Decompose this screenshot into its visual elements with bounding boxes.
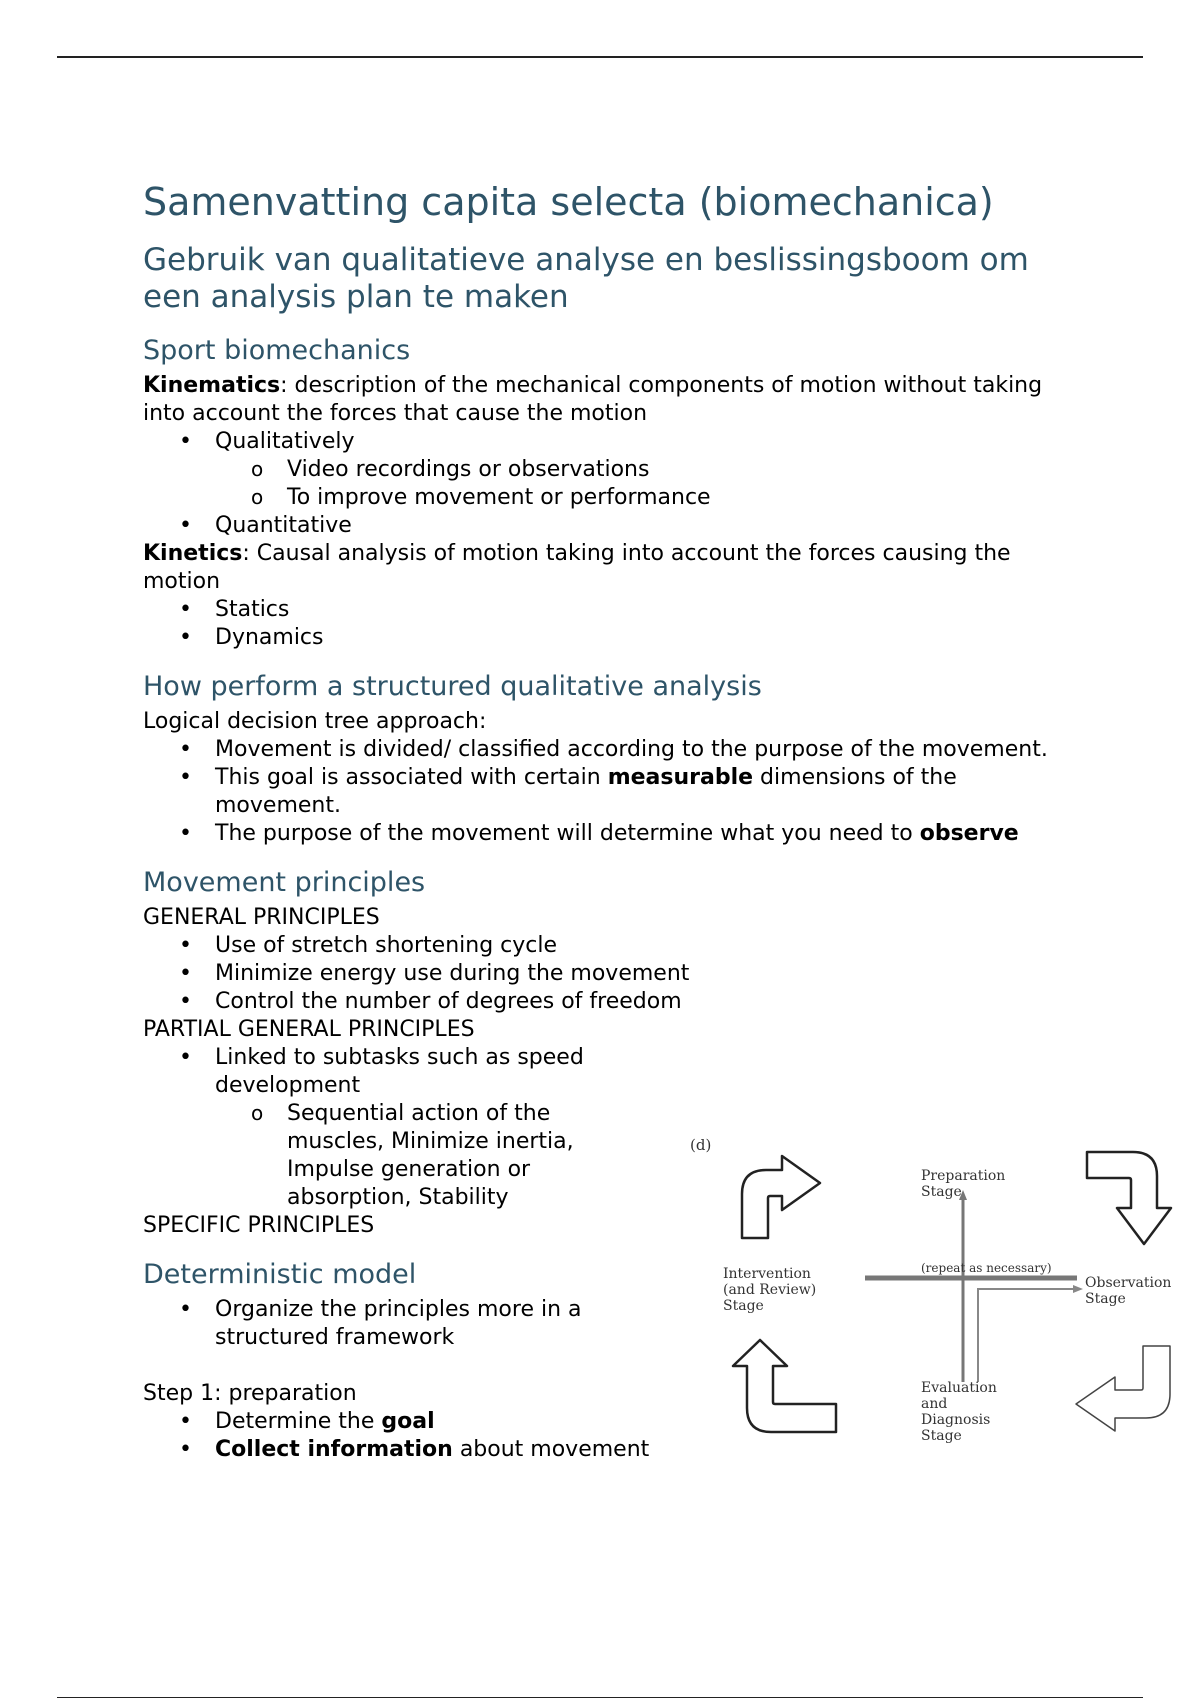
- repeat-label: (repeat as necessary): [921, 1261, 1052, 1275]
- kinetics-text: : Causal analysis of motion taking into account the forces causing the motion: [143, 541, 1011, 594]
- cycle-arrow-bottom-right: [1076, 1346, 1170, 1431]
- kinematics-term: Kinematics: [143, 373, 281, 398]
- intervention-label-line1: Intervention: [723, 1266, 811, 1282]
- text-fragment: Determine the: [215, 1409, 382, 1434]
- list-item: • Organize the principles more in a structured framework: [143, 1296, 648, 1352]
- specific-principles-label: SPECIFIC PRINCIPLES: [143, 1213, 375, 1238]
- list-item: [143, 764, 1063, 820]
- evaluation-label-line4: Stage: [921, 1428, 962, 1444]
- cycle-arrow-top-left: [742, 1156, 820, 1238]
- list-item: • Dynamics: [143, 624, 1063, 652]
- list-item: • Minimize energy use during the movement: [143, 960, 1063, 988]
- heading-sport-biomechanics: Sport biomechanics: [143, 335, 411, 366]
- evaluation-to-observation-path: [978, 1289, 1075, 1382]
- list-item: [143, 1044, 648, 1212]
- heading-structured-analysis: How perform a structured qualitative analysis: [143, 671, 762, 702]
- document-subtitle: Gebruik van qualitatieve analyse en beslissingsboom om een analysis plan te maken: [143, 242, 1029, 315]
- list-item: • Movement is divided/ classified according to the purpose of the movement.: [143, 736, 1063, 764]
- bold-fragment: goal: [381, 1409, 435, 1434]
- panel-label: (d): [690, 1136, 712, 1154]
- text-fragment: dimensions of the movement.: [215, 765, 957, 818]
- list-item: • Quantitative: [143, 512, 1063, 540]
- heading-movement-principles: Movement principles: [143, 867, 426, 898]
- list-item: • Control the number of degrees of freedom: [143, 988, 1063, 1016]
- list-item: [143, 428, 1063, 512]
- text-fragment: about movement: [452, 1437, 650, 1462]
- footer-rule: [57, 1697, 1143, 1698]
- list-item: o Sequential action of the muscles, Minimize inertia, Impulse generation or absorption, Stability: [143, 1100, 648, 1212]
- evaluation-label-line2: and: [921, 1396, 948, 1412]
- intervention-label-line2: (and Review): [723, 1282, 817, 1298]
- evaluation-label-line3: Diagnosis: [921, 1412, 991, 1428]
- partial-principles-label: PARTIAL GENERAL PRINCIPLES: [143, 1017, 475, 1042]
- list-item: [143, 820, 1063, 848]
- kinetics-list: [143, 596, 1063, 652]
- arrowhead-right: [1073, 1285, 1083, 1293]
- heading-deterministic-model: Deterministic model: [143, 1259, 417, 1290]
- list-item: o To improve movement or performance: [143, 484, 1063, 512]
- observation-label-line1: Observation: [1085, 1275, 1172, 1291]
- document-title: Samenvatting capita selecta (biomechanica): [143, 180, 994, 224]
- decision-tree-intro: Logical decision tree approach:: [143, 709, 487, 734]
- preparation-label-line1: Preparation: [921, 1168, 1006, 1184]
- general-principles-label: GENERAL PRINCIPLES: [143, 905, 380, 930]
- partial-principles-list: [143, 1044, 648, 1212]
- cycle-arrow-top-right: [1087, 1152, 1171, 1244]
- evaluation-label-line1: Evaluation: [921, 1380, 997, 1396]
- list-item: o Video recordings or observations: [143, 456, 1063, 484]
- list-item: • Use of stretch shortening cycle: [143, 932, 1063, 960]
- list-item: • Statics: [143, 596, 1063, 624]
- list-item-text: Linked to subtasks such as speed development: [215, 1045, 584, 1098]
- qualitative-analysis-cycle-diagram: [685, 1132, 1200, 1452]
- intervention-label-line3: Stage: [723, 1298, 764, 1314]
- partial-sublist: [215, 1100, 648, 1212]
- deterministic-list: [143, 1296, 648, 1352]
- kinematics-definition: [143, 372, 1063, 428]
- step1-label: Step 1: preparation: [143, 1381, 357, 1406]
- text-fragment: This goal is associated with certain: [215, 765, 608, 790]
- header-rule: [57, 56, 1143, 58]
- general-principles-list: [143, 932, 1063, 1016]
- kinematics-text: : description of the mechanical components of motion without taking into account the forces that cause the motion: [143, 373, 1043, 426]
- qualitative-sublist: [215, 456, 1063, 512]
- bold-fragment: observe: [919, 821, 1019, 846]
- decision-tree-list: [143, 736, 1063, 848]
- observation-label-line2: Stage: [1085, 1291, 1126, 1307]
- cycle-arrow-bottom-left: [733, 1340, 836, 1432]
- kinetics-definition: [143, 540, 1063, 596]
- list-item-text: Qualitatively: [215, 429, 355, 454]
- preparation-label-line2: Stage: [921, 1184, 962, 1200]
- kinematics-list: [143, 428, 1063, 540]
- text-fragment: The purpose of the movement will determine what you need to: [215, 821, 920, 846]
- bold-fragment: Collect information: [215, 1437, 453, 1462]
- kinetics-term: Kinetics: [143, 541, 243, 566]
- bold-fragment: measurable: [607, 765, 754, 790]
